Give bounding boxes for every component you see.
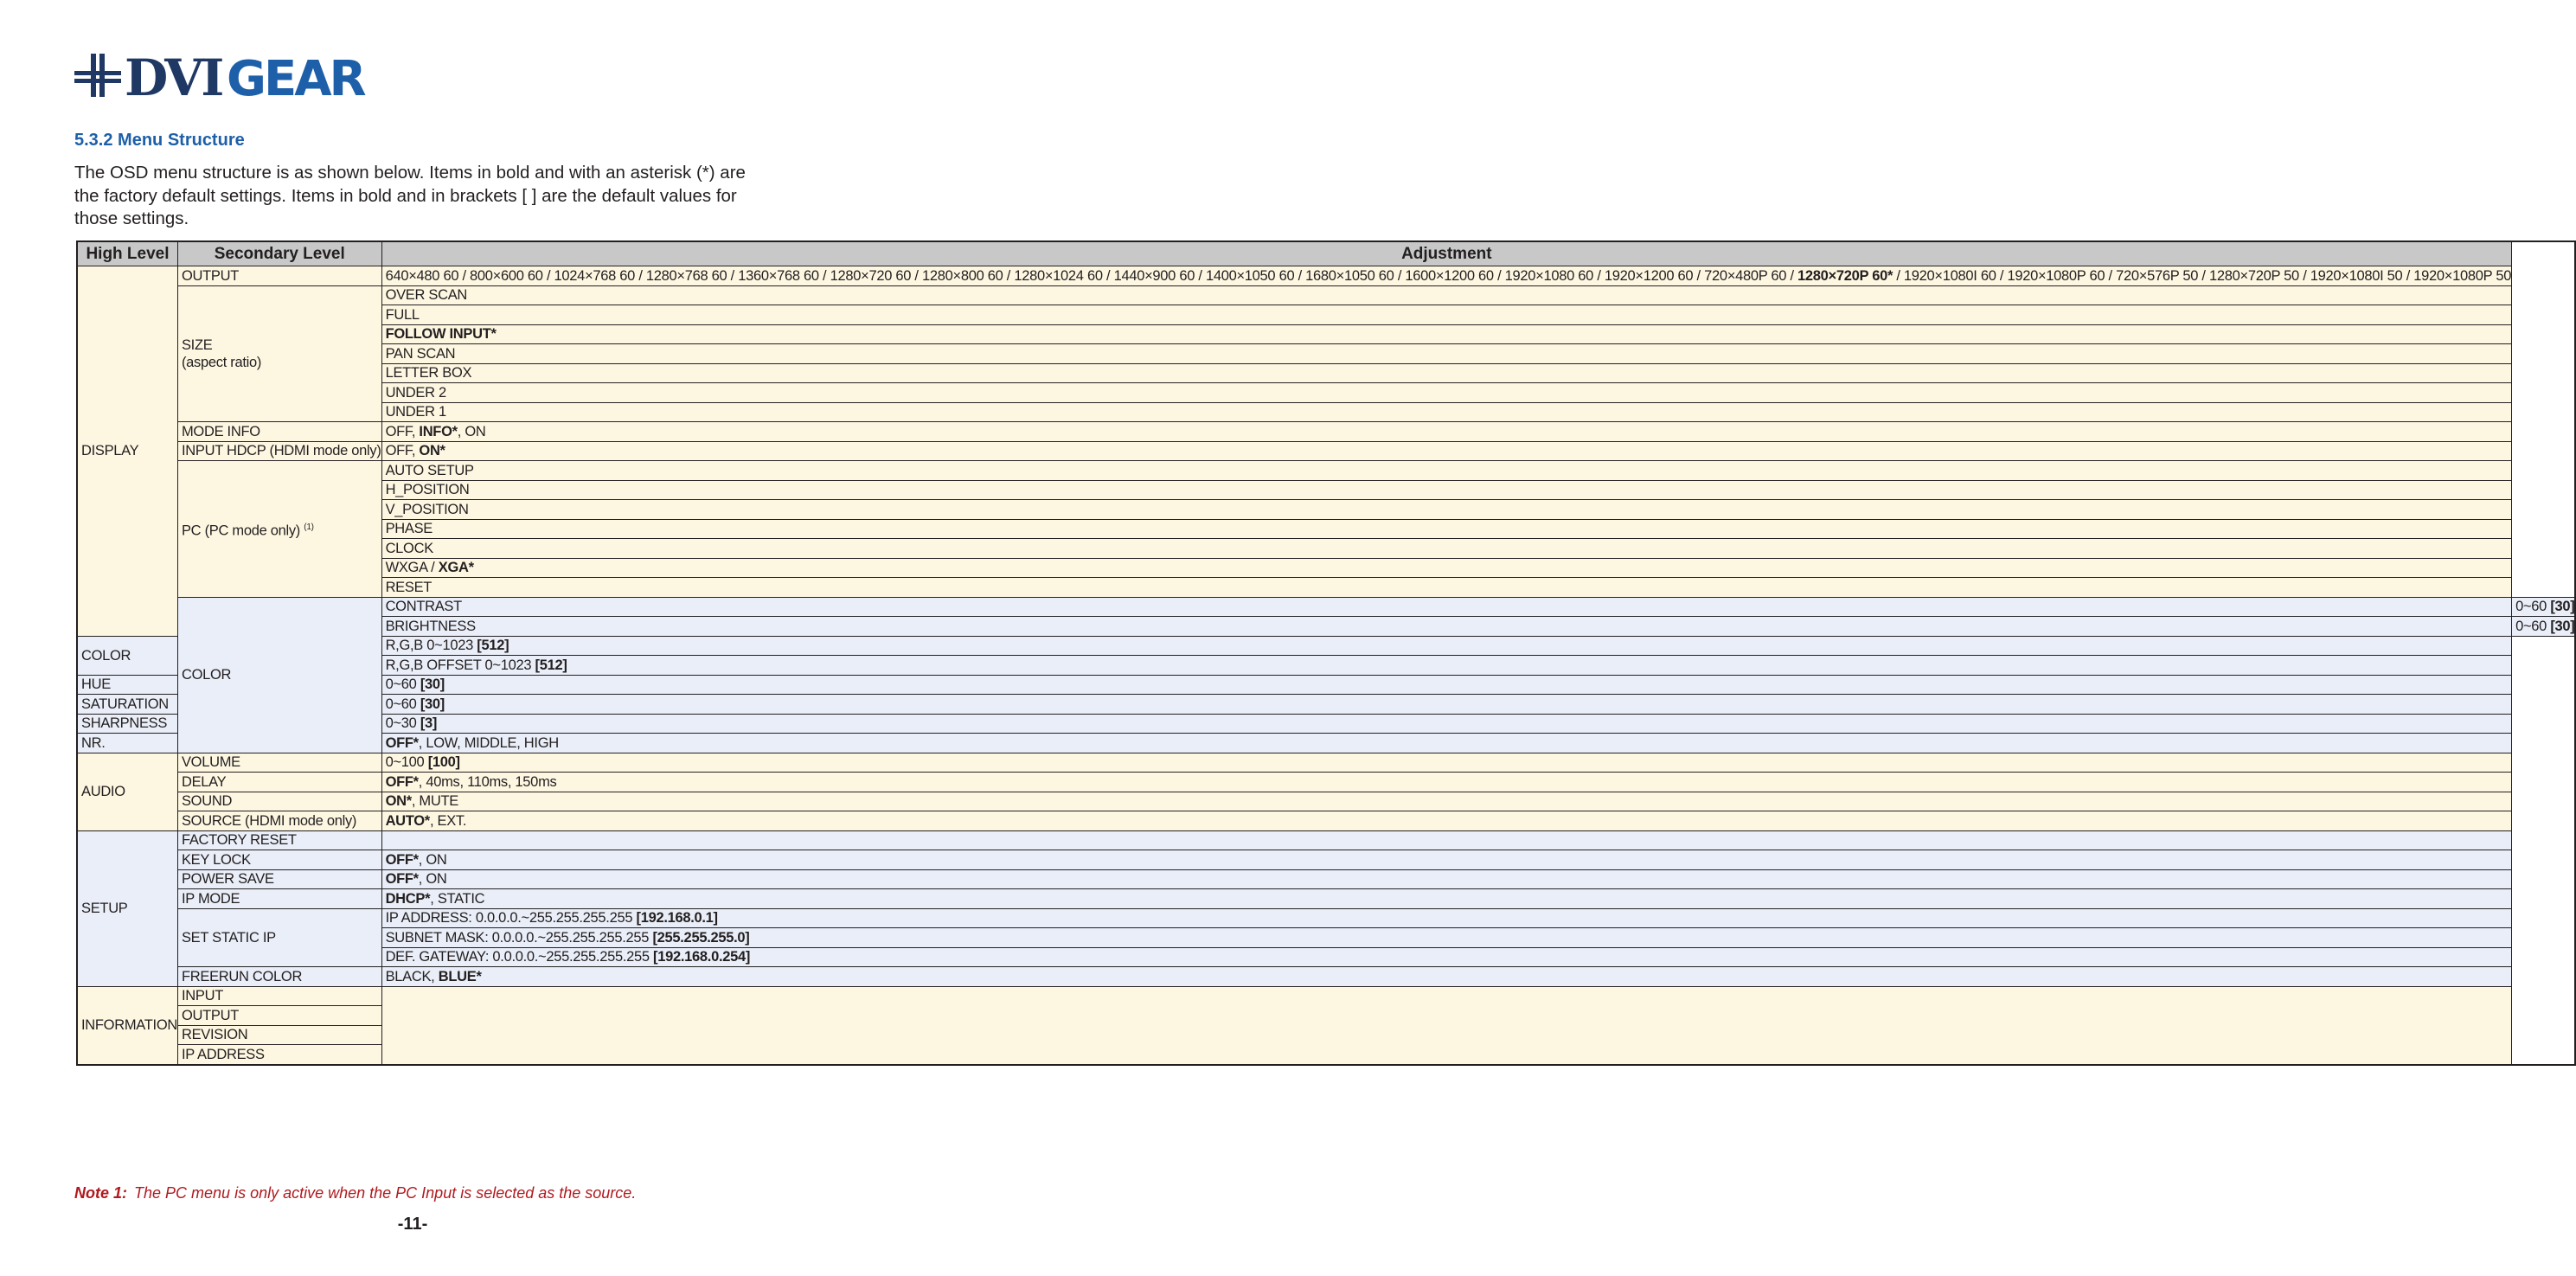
adjustment-sound: ON*, MUTE — [381, 792, 2512, 811]
section-heading: 5.3.2 Menu Structure — [74, 131, 245, 150]
secondary-ip-mode: IP MODE — [177, 889, 381, 909]
adjustment-contrast: 0~60 [30] — [2512, 597, 2576, 617]
secondary-size: SIZE (aspect ratio) — [177, 285, 381, 422]
pc-option: WXGA / XGA* — [381, 558, 2512, 578]
footnote-marker: (1) — [304, 522, 314, 532]
table-row — [77, 285, 2575, 305]
table-row — [77, 305, 2575, 325]
size-option: UNDER 2 — [381, 383, 2512, 403]
secondary-input: INPUT — [177, 986, 381, 1006]
table-row — [77, 597, 2575, 617]
table-header-row — [77, 241, 2575, 266]
table-row — [77, 830, 2575, 850]
table-row — [77, 714, 2575, 734]
table-row — [77, 695, 2575, 715]
adjustment-nr: OFF*, LOW, MIDDLE, HIGH — [381, 734, 2512, 753]
table-row — [77, 500, 2575, 520]
pc-option: RESET — [381, 578, 2512, 598]
table-row — [77, 344, 2575, 364]
table-row — [77, 773, 2575, 792]
dvigear-cross-logo-icon — [74, 48, 368, 107]
adjustment-brightness: 0~60 [30] — [2512, 617, 2576, 637]
pc-option: CLOCK — [381, 539, 2512, 559]
header-adjustment: Adjustment — [381, 241, 2512, 266]
secondary-revision: REVISION — [177, 1025, 381, 1045]
page-number: -11- — [397, 1215, 428, 1234]
table-row — [77, 869, 2575, 889]
secondary-source: SOURCE (HDMI mode only) — [177, 811, 381, 831]
secondary-output: OUTPUT — [177, 266, 381, 286]
adjustment-ip-address: IP ADDRESS: 0.0.0.0.~255.255.255.255 [192.168.0.1] — [381, 908, 2512, 928]
table-row — [77, 558, 2575, 578]
table-row — [77, 967, 2575, 987]
adjustment-input-hdcp: OFF, ON* — [381, 441, 2512, 461]
header-secondary-level: Secondary Level — [177, 241, 381, 266]
footnote-label: Note 1: — [74, 1184, 128, 1202]
adjustment-rgb-offset: R,G,B OFFSET 0~1023 [512] — [381, 656, 2512, 676]
pc-option: V_POSITION — [381, 500, 2512, 520]
table-row — [77, 850, 2575, 870]
table-row — [77, 908, 2575, 928]
secondary-mode-info: MODE INFO — [177, 422, 381, 442]
table-row — [77, 461, 2575, 481]
pc-option: H_POSITION — [381, 480, 2512, 500]
high-level-color: COLOR — [177, 597, 381, 753]
high-level-information: INFORMATION — [77, 986, 177, 1065]
secondary-input-hdcp: INPUT HDCP (HDMI mode only) — [177, 441, 381, 461]
adjustment-rgb: R,G,B 0~1023 [512] — [381, 636, 2512, 656]
secondary-freerun-color: FREERUN COLOR — [177, 967, 381, 987]
menu-structure-table — [76, 240, 2576, 1066]
secondary-volume: VOLUME — [177, 753, 381, 773]
adjustment-information-empty — [381, 986, 2512, 1065]
header-high-level: High Level — [77, 241, 177, 266]
secondary-pc: PC (PC mode only) $^{(1)}$ — [177, 461, 381, 598]
adjustment-source: AUTO*, EXT. — [381, 811, 2512, 831]
secondary-brightness: BRIGHTNESS — [381, 617, 2512, 637]
adjustment-key-lock: OFF*, ON — [381, 850, 2512, 870]
adjustment-mode-info: OFF, INFO*, ON — [381, 422, 2512, 442]
size-option: FOLLOW INPUT* — [381, 324, 2512, 344]
size-option: LETTER BOX — [381, 363, 2512, 383]
table-row — [77, 792, 2575, 811]
secondary-set-static-ip: SET STATIC IP — [177, 908, 381, 967]
adjustment-delay: OFF*, 40ms, 110ms, 150ms — [381, 773, 2512, 792]
table-row — [77, 947, 2575, 967]
table-row — [77, 324, 2575, 344]
table-row — [77, 539, 2575, 559]
size-option: UNDER 1 — [381, 402, 2512, 422]
table-row — [77, 363, 2575, 383]
table-row — [77, 986, 2575, 1006]
table-row — [77, 383, 2575, 403]
table-row — [77, 480, 2575, 500]
table-row — [77, 266, 2575, 286]
secondary-key-lock: KEY LOCK — [177, 850, 381, 870]
table-row — [77, 656, 2575, 676]
high-level-audio: AUDIO — [77, 753, 177, 830]
secondary-sharpness: SHARPNESS — [77, 714, 177, 734]
secondary-ip-address: IP ADDRESS — [177, 1045, 381, 1065]
adjustment-volume: 0~100 [100] — [381, 753, 2512, 773]
adjustment-subnet-mask: SUBNET MASK: 0.0.0.0.~255.255.255.255 [255.255.255.0] — [381, 928, 2512, 948]
high-level-display: DISPLAY — [77, 266, 177, 637]
size-option: FULL — [381, 305, 2512, 325]
table-row — [77, 636, 2575, 656]
footnote-text: The PC menu is only active when the PC Input is selected as the source. — [134, 1184, 637, 1202]
pc-option: AUTO SETUP — [381, 461, 2512, 481]
logo-dvi-text: DVI — [125, 48, 222, 107]
secondary-delay: DELAY — [177, 773, 381, 792]
table-row — [77, 519, 2575, 539]
secondary-contrast: CONTRAST — [381, 597, 2512, 617]
secondary-color: COLOR — [77, 636, 177, 675]
table-row — [77, 441, 2575, 461]
table-row — [77, 928, 2575, 948]
secondary-factory-reset: FACTORY RESET — [177, 830, 381, 850]
dvigear-logo — [74, 48, 368, 107]
logo-gear-text: GEAR — [227, 51, 364, 107]
intro-paragraph: The OSD menu structure is as shown below. Items in bold and with an asterisk (*) are the factory default settings. Items in bold and in brackets [ ] are the default values for those settings. — [74, 163, 746, 228]
table-row — [77, 753, 2575, 773]
secondary-hue: HUE — [77, 675, 177, 695]
pc-option: PHASE — [381, 519, 2512, 539]
adjustment-hue: 0~60 [30] — [381, 675, 2512, 695]
table-row — [77, 675, 2575, 695]
table-row — [77, 734, 2575, 753]
adjustment-ip-mode: DHCP*, STATIC — [381, 889, 2512, 909]
table-row — [77, 402, 2575, 422]
adjustment-factory-reset — [381, 830, 2512, 850]
adjustment-sharpness: 0~30 [3] — [381, 714, 2512, 734]
adjustment-saturation: 0~60 [30] — [381, 695, 2512, 715]
adjustment-freerun-color: BLACK, BLUE* — [381, 967, 2512, 987]
table-row — [77, 811, 2575, 831]
size-option: PAN SCAN — [381, 344, 2512, 364]
footnote — [74, 1184, 636, 1202]
secondary-saturation: SATURATION — [77, 695, 177, 715]
secondary-nr: NR. — [77, 734, 177, 753]
adjustment-output: 640×480 60 / 800×600 60 / 1024×768 60 / 1280×768 60 / 1360×768 60 / 1280×720 60 / 1280×800 60 / 1280×1024 60 / 1440×900 60 / 1400×1050 60 / 1680×1050 60 / 1600×1200 60 / 1920×1080 60 / 1920×1200 60 / 720×480P 60 / 1280×720P 60* / 1920×1080I 60 / 1920×1080P 60 / 720×576P 50 / 1280×720P 50 / 1920×1080I 50 / 1920×1080P 50 — [381, 266, 2512, 286]
size-option: OVER SCAN — [381, 285, 2512, 305]
table-row — [77, 422, 2575, 442]
adjustment-power-save: OFF*, ON — [381, 869, 2512, 889]
adjustment-def-gateway: DEF. GATEWAY: 0.0.0.0.~255.255.255.255 [192.168.0.254] — [381, 947, 2512, 967]
high-level-setup: SETUP — [77, 830, 177, 986]
secondary-output-info: OUTPUT — [177, 1006, 381, 1026]
table-row — [77, 617, 2575, 637]
secondary-sound: SOUND — [177, 792, 381, 811]
secondary-power-save: POWER SAVE — [177, 869, 381, 889]
table-row — [77, 578, 2575, 598]
table-row — [77, 889, 2575, 909]
